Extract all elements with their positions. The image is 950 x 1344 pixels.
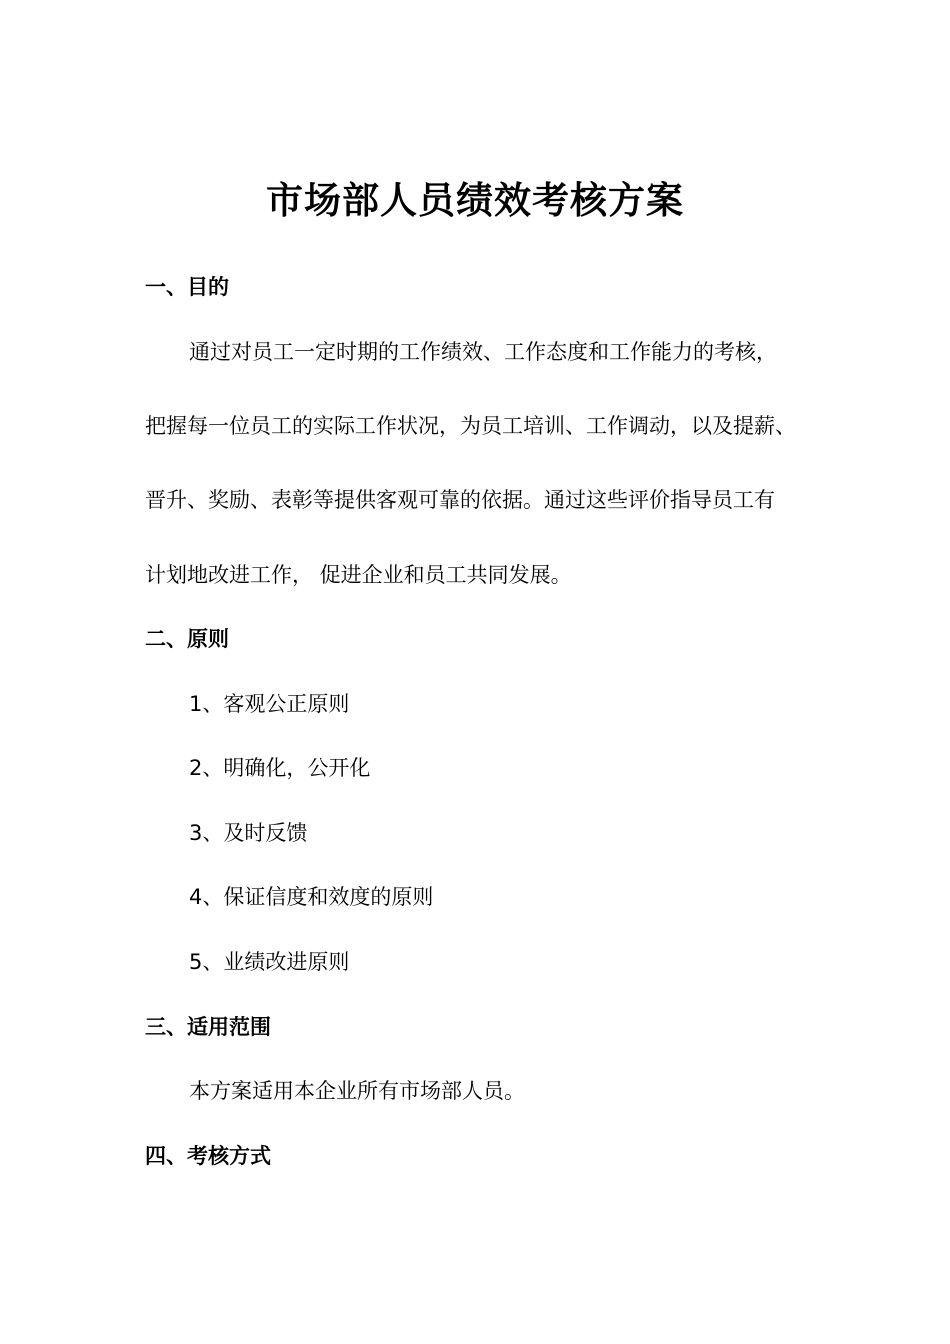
principle-list-item: 5、业绩改进原则: [189, 950, 350, 974]
principle-list-item: 1、客观公正原则: [189, 692, 350, 716]
principle-list-item: 4、保证信度和效度的原则: [189, 885, 434, 909]
purpose-paragraph-line: 把握每一位员工的实际工作状况，为员工培训、工作调动，以及提薪、: [145, 414, 796, 438]
purpose-paragraph-line: 晋升、奖励、表彰等提供客观可靠的依据。通过这些评价指导员工有: [145, 488, 775, 512]
section-heading-scope: 三、适用范围: [145, 1015, 271, 1039]
document-title: 市场部人员绩效考核方案: [266, 178, 684, 222]
principle-list-item: 3、及时反馈: [189, 821, 308, 845]
section-heading-purpose: 一、目的: [145, 275, 229, 299]
section-heading-principles: 二、原则: [145, 627, 229, 651]
principle-list-item: 2、明确化，公开化: [189, 756, 371, 780]
scope-paragraph-line: 本方案适用本企业所有市场部人员。: [189, 1079, 525, 1103]
purpose-paragraph-line: 通过对员工一定时期的工作绩效、工作态度和工作能力的考核，: [189, 340, 777, 364]
section-heading-assessment-method: 四、考核方式: [145, 1144, 271, 1168]
purpose-paragraph-line: 计划地改进工作， 促进企业和员工共同发展。: [145, 563, 572, 587]
